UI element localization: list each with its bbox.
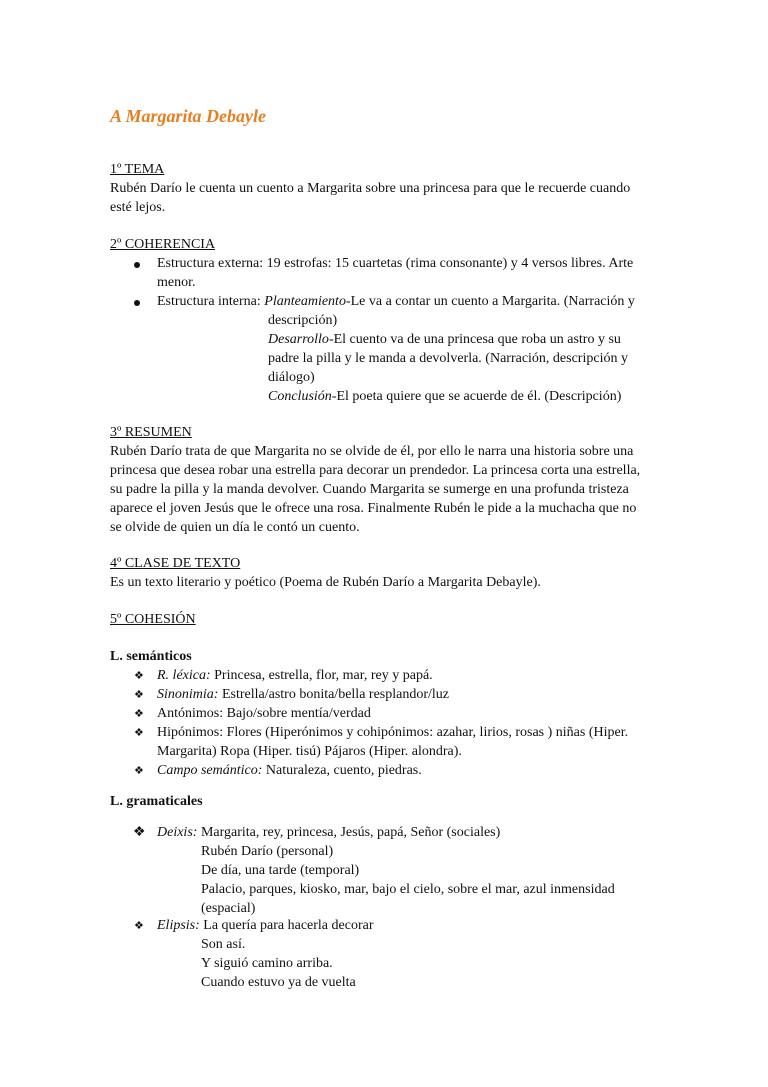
paragraph-line: se olvide de quien un día le contó un cuento. [110,520,360,535]
subheading-semanticos: L. semánticos [110,649,192,664]
list-item-continuation: Margarita) Ropa (Hiper. tisú) Pájaros (Hiper. alondra). [157,744,462,759]
paragraph-line: princesa que desea robar una estrella para decorar un prendedor. La princesa corta una estrella, [110,463,641,478]
paragraph-line: aparece el joven Jesús que le ofrece una rosa. Finalmente Rubén le pide a la muchacha que no [110,501,637,516]
document-title: A Margarita Debayle [110,106,266,126]
section-heading-cohesion: 5º COHESIÓN [110,612,196,627]
desarrollo-label: Desarrollo [268,332,329,347]
list-item-r-lexica [157,666,433,685]
campo-semantico-text: Naturaleza, cuento, piedras. [262,763,422,778]
subheading-gramaticales: L. gramaticales [110,794,203,809]
deixis-continuation: Palacio, parques, kiosko, mar, bajo el cielo, sobre el mar, azul inmensidad [201,882,615,897]
diamond-bullet-icon: ❖ [134,708,144,720]
list-item-antonimos: Antónimos: Bajo/sobre mentía/verdad [157,706,371,721]
bullet-dot-icon [134,262,140,268]
list-item-deixis [157,823,500,842]
paragraph-line: esté lejos. [110,200,166,215]
elipsis-text: La quería para hacerla decorar [199,918,374,933]
conclusion-text: -El poeta quiere que se acuerde de él. (Descripción) [331,389,622,404]
section-heading-clase-texto: 4º CLASE DE TEXTO [110,556,241,571]
paragraph-line: Rubén Darío le cuenta un cuento a Margarita sobre una princesa para que le recuerde cuando [110,181,631,196]
list-item-continuation: menor. [157,275,196,290]
conclusion-line [268,387,621,406]
section-heading-coherencia: 2º COHERENCIA [110,237,216,252]
section-heading-tema: 1º TEMA [110,162,165,177]
elipsis-continuation: Cuando estuvo ya de vuelta [201,975,356,990]
diamond-bullet-icon: ❖ [134,727,144,739]
section-heading-resumen: 3º RESUMEN [110,425,192,440]
sinonimia-text: Estrella/astro bonita/bella resplandor/luz [218,687,449,702]
desarrollo-continuation: diálogo) [268,370,315,385]
deixis-continuation: (espacial) [201,901,256,916]
paragraph-line: Rubén Darío trata de que Margarita no se olvide de él, por ello le narra una historia sobre una [110,444,634,459]
r-lexica-label: R. léxica: [157,668,211,683]
deixis-text: Margarita, rey, princesa, Jesús, papá, Señor (sociales) [197,825,501,840]
list-item-estructura-externa: Estructura externa: 19 estrofas: 15 cuartetas (rima consonante) y 4 versos libres. Arte [157,256,634,271]
diamond-bullet-icon: ❖ [134,920,144,932]
planteamiento-continuation: descripción) [268,313,338,328]
campo-semantico-label: Campo semántico: [157,763,263,778]
list-item-estructura-interna [157,292,635,311]
estructura-interna-label: Estructura interna: [157,294,265,309]
list-item-elipsis [157,916,374,935]
paragraph-line: su padre la pilla y la manda devolver. Cuando Margarita se sumerge en una profunda tristeza [110,482,629,497]
diamond-bullet-icon: ❖ [134,765,144,777]
paragraph-line: Es un texto literario y poético (Poema de Rubén Darío a Margarita Debayle). [110,575,541,590]
diamond-bullet-icon: ❖ [133,825,146,840]
list-item-hiponimos: Hipónimos: Flores (Hiperónimos y cohipónimos: azahar, lirios, rosas ) niñas (Hiper. [157,725,629,740]
desarrollo-text: -El cuento va de una princesa que roba un astro y su [328,332,621,347]
deixis-continuation: De día, una tarde (temporal) [201,863,360,878]
planteamiento-text: -Le va a contar un cuento a Margarita. (Narración y [345,294,635,309]
desarrollo-continuation: padre la pilla y le manda a devolverla. (Narración, descripción y [268,351,628,366]
list-item-campo-semantico [157,761,422,780]
conclusion-label: Conclusión [268,389,332,404]
diamond-bullet-icon: ❖ [134,689,144,701]
desarrollo-line [268,330,621,349]
elipsis-label: Elipsis: [157,918,200,933]
sinonimia-label: Sinonimia: [157,687,219,702]
elipsis-continuation: Y siguió camino arriba. [201,956,333,971]
deixis-label: Deixis: [157,825,198,840]
planteamiento-label: Planteamiento [264,294,346,309]
elipsis-continuation: Son así. [201,937,246,952]
r-lexica-text: Princesa, estrella, flor, mar, rey y papá. [210,668,433,683]
diamond-bullet-icon: ❖ [134,670,144,682]
bullet-dot-icon [134,300,140,306]
deixis-continuation: Rubén Darío (personal) [201,844,334,859]
list-item-sinonimia [157,685,449,704]
